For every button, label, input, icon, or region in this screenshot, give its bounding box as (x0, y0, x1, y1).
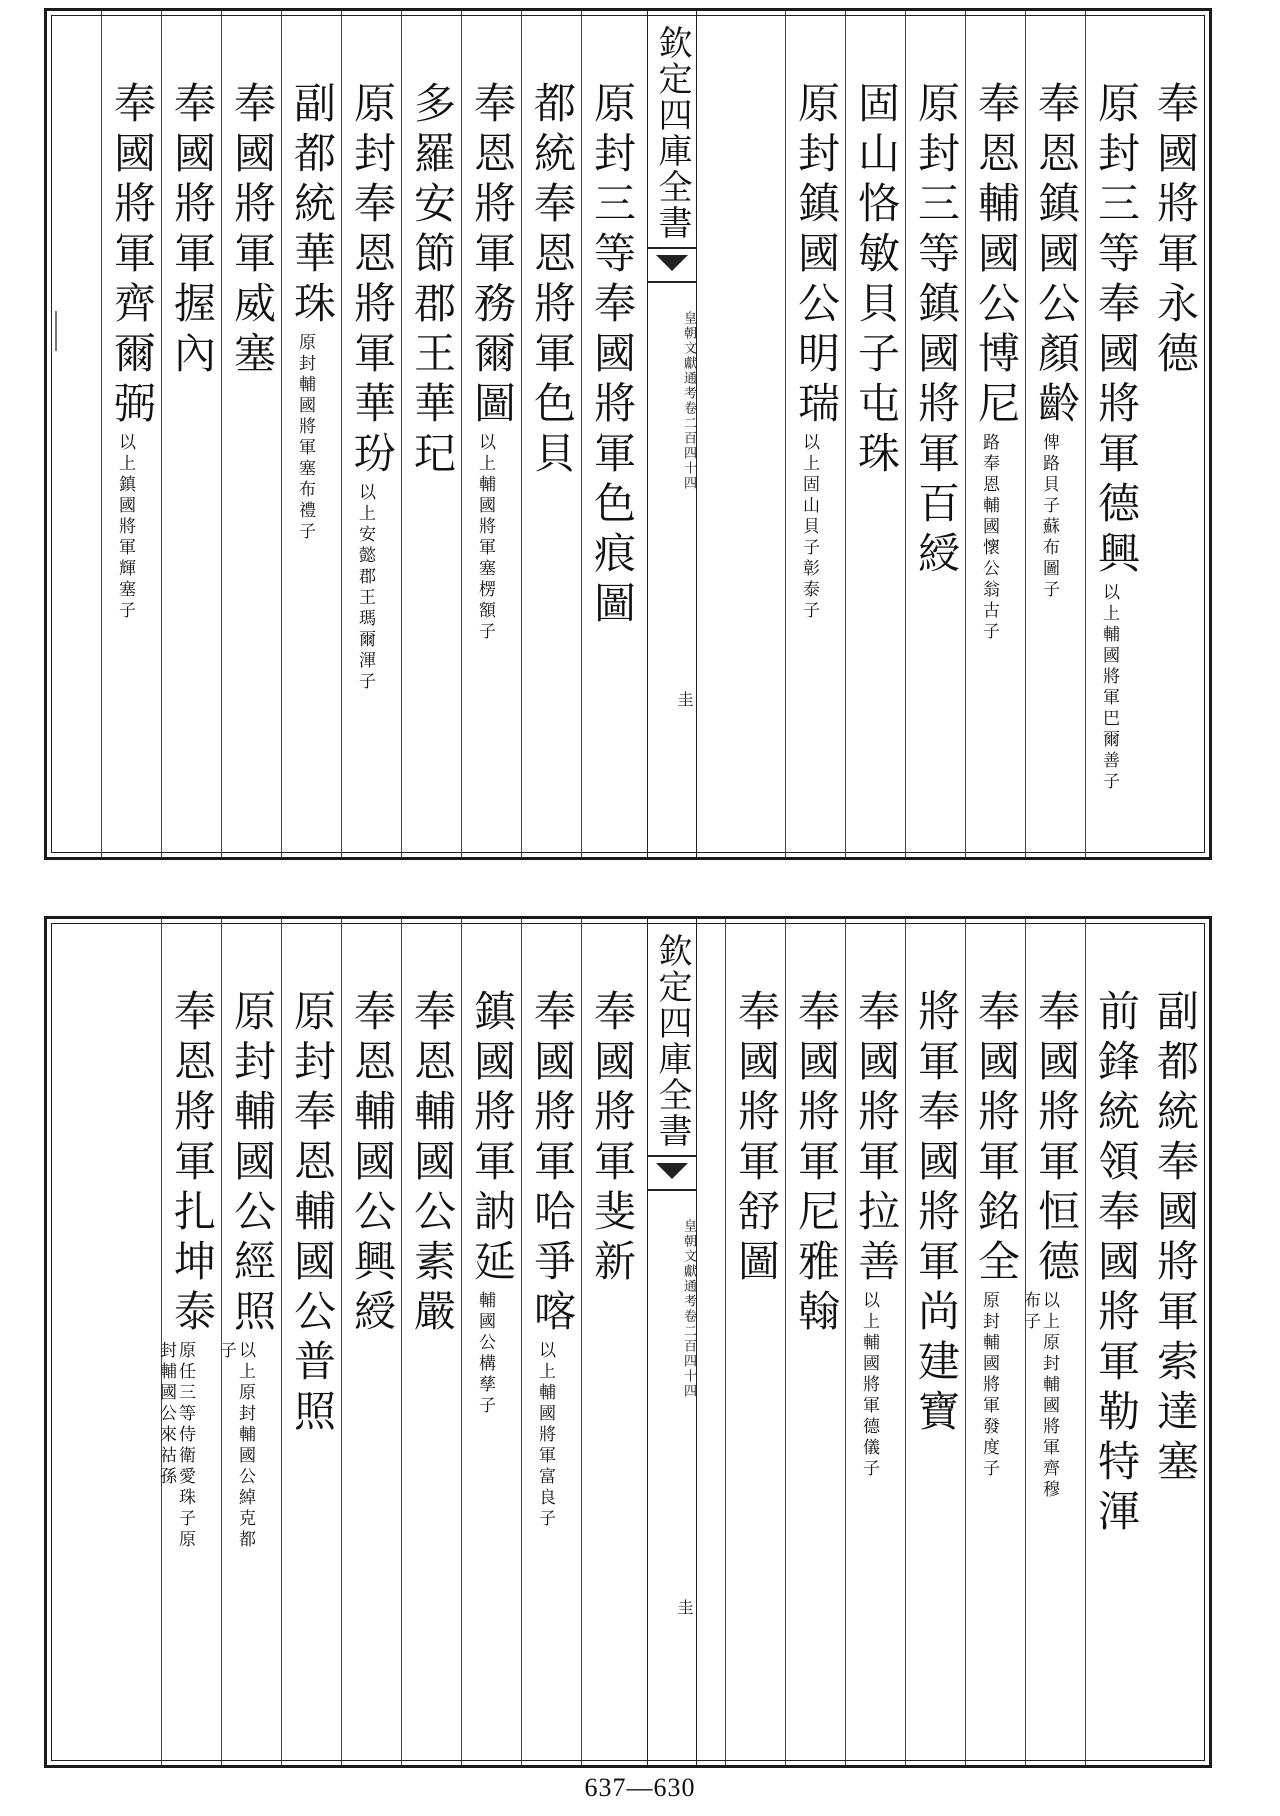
entry-name: 副都統奉國將軍索達塞 (1151, 989, 1200, 1489)
text-column (905, 919, 966, 1765)
entry-name: 奉國將軍威塞 (228, 81, 277, 381)
column-text (908, 81, 964, 811)
column-text (1020, 989, 1084, 1519)
annotation-wrap (966, 431, 1006, 661)
text-column (905, 11, 966, 857)
column-text (524, 989, 580, 1569)
text-column (581, 11, 642, 857)
annotation-wrap (522, 1339, 562, 1569)
entry-name: 奉恩將軍扎坤泰 (168, 989, 217, 1339)
column-text (404, 81, 460, 711)
text-column (1085, 919, 1146, 1765)
column-text (104, 81, 160, 661)
annotation: 俾路貝子蘇布圖子 (1039, 433, 1059, 601)
column-text (164, 81, 220, 611)
book-title: 欽定四庫全書 (652, 25, 692, 241)
entry-name: 奉國將軍恒德 (1032, 989, 1081, 1289)
annotation-wrap (846, 481, 886, 711)
column-text (968, 81, 1024, 661)
text-column (221, 11, 282, 857)
column-text (1088, 81, 1144, 811)
annotation-wrap (906, 581, 946, 811)
entry-name: 奉國將軍斐新 (588, 989, 637, 1289)
entry-name: 奉國將軍舒圖 (732, 989, 781, 1289)
text-column (845, 919, 906, 1765)
annotation-wrap (786, 1339, 826, 1569)
entry-name: 奉國將軍哈爭喀 (528, 989, 577, 1339)
entry-name: 原封奉恩將軍華玢 (348, 81, 397, 481)
text-column (965, 919, 1026, 1765)
annotation-wrap (906, 1439, 946, 1669)
entry-name: 副都統華珠 (288, 81, 337, 331)
column-text (584, 989, 640, 1519)
annotation-wrap (1086, 1539, 1126, 1769)
text-column (461, 919, 522, 1765)
entry-name: 奉恩將軍務爾圖 (468, 81, 517, 431)
annotation-wrap (222, 381, 262, 611)
text-column (965, 11, 1026, 857)
page-number: 637—630 (584, 1773, 696, 1802)
annotation-wrap (582, 1289, 622, 1519)
annotation-wrap (1086, 581, 1126, 811)
annotation-wrap (786, 431, 826, 661)
leaf-number: 圭 (675, 691, 694, 707)
annotation-wrap (462, 1289, 502, 1519)
annotation-wrap (282, 1439, 322, 1669)
column-text (524, 81, 580, 711)
annotation: 路奉恩輔國懷公翁古子 (979, 433, 999, 643)
column-text (156, 989, 220, 1569)
annotation-wrap (1145, 381, 1185, 611)
text-column (521, 919, 582, 1765)
entry-name: 多羅安節郡王華玘 (408, 81, 457, 481)
annotation-wrap (342, 1339, 382, 1569)
entry-name: 奉恩輔國公博尼 (972, 81, 1021, 431)
column-text (1147, 989, 1203, 1719)
text-column (845, 11, 906, 857)
annotation-wrap (582, 631, 622, 861)
text-column (785, 11, 846, 857)
center-strip (647, 11, 697, 857)
column-text (216, 989, 280, 1569)
column-text (848, 81, 904, 711)
annotation-wrap (1145, 1489, 1185, 1719)
entry-name: 固山恪敏貝子屯珠 (852, 81, 901, 481)
text-column (401, 919, 462, 1765)
annotation-wrap (162, 381, 202, 611)
annotation: 以上輔國將軍富良子 (535, 1341, 555, 1530)
entry-name: 奉國將軍銘全 (972, 989, 1021, 1289)
column-text (788, 81, 844, 661)
annotation: 原封輔國將軍塞布禮子 (295, 333, 315, 543)
column-text (224, 81, 280, 611)
fishtail-mark (648, 1155, 696, 1191)
center-strip (647, 919, 697, 1765)
column-text (968, 989, 1024, 1519)
column-text (284, 989, 340, 1669)
column-text (848, 989, 904, 1519)
top-page-frame (44, 8, 1212, 860)
text-column (521, 11, 582, 857)
annotation: 以上原封輔國將軍齊穆布子 (1020, 1291, 1059, 1501)
annotation-wrap (102, 431, 142, 661)
text-column (216, 919, 282, 1765)
text-column (161, 11, 222, 857)
column-text (344, 989, 400, 1569)
annotation: 原任三等侍衛愛珠子原封輔國公來祜孫 (156, 1341, 195, 1551)
text-column (461, 11, 522, 857)
annotation: 以上安懿郡王瑪爾渾子 (355, 483, 375, 693)
text-column (1020, 919, 1086, 1765)
column-text (728, 989, 784, 1519)
column-text (344, 81, 400, 711)
binding-mark (55, 311, 57, 351)
entry-name: 奉國將軍永德 (1151, 81, 1200, 381)
text-column (725, 919, 786, 1765)
annotation-wrap (846, 1289, 886, 1519)
column-text (284, 81, 340, 561)
annotation-wrap (402, 481, 442, 711)
text-column (341, 11, 402, 857)
annotation-wrap (216, 1339, 262, 1569)
entry-name: 奉恩鎮國公顏齡 (1032, 81, 1081, 431)
annotation: 原封輔國將軍發度子 (979, 1291, 999, 1480)
column-text (464, 81, 520, 661)
text-column (1145, 11, 1205, 857)
annotation: 以上鎮國將軍輝塞子 (115, 433, 135, 622)
entry-name: 前鋒統領奉國將軍勒特渾 (1092, 989, 1141, 1539)
annotation-wrap (966, 1289, 1006, 1519)
column-text (404, 989, 460, 1569)
column-text (464, 989, 520, 1519)
annotation: 以上輔國將軍巴爾善子 (1099, 583, 1119, 793)
entry-name: 奉國將軍尼雅翰 (792, 989, 841, 1339)
column-text (1028, 81, 1084, 661)
entry-name: 奉國將軍齊爾弼 (108, 81, 157, 431)
column-text (788, 989, 844, 1569)
book-title: 欽定四庫全書 (652, 933, 692, 1149)
entry-name: 奉恩輔國公素嚴 (408, 989, 457, 1339)
annotation-wrap (462, 431, 502, 661)
column-text (1088, 989, 1144, 1769)
entry-name: 原封鎮國公明瑞 (792, 81, 841, 431)
annotation: 以上輔國將軍德儀子 (859, 1291, 879, 1480)
annotation-wrap (402, 1339, 442, 1569)
source-volume: 皇朝文獻通考卷二百四十四 (681, 311, 696, 491)
text-column (1025, 11, 1086, 857)
entry-name: 原封三等奉國將軍德興 (1092, 81, 1141, 581)
entry-name: 將軍奉國將軍尚建寶 (912, 989, 961, 1439)
text-column (281, 919, 342, 1765)
column-text (908, 989, 964, 1669)
annotation-wrap (1026, 431, 1066, 661)
entry-name: 原封奉恩輔國公普照 (288, 989, 337, 1439)
annotation-wrap (726, 1289, 766, 1519)
column-text (584, 81, 640, 861)
entry-name: 奉恩輔國公興綬 (348, 989, 397, 1339)
text-column (341, 919, 402, 1765)
entry-name: 都統奉恩將軍色貝 (528, 81, 577, 481)
text-column (156, 919, 222, 1765)
text-column (785, 919, 846, 1765)
text-column (401, 11, 462, 857)
source-volume: 皇朝文獻通考卷二百四十四 (681, 1219, 696, 1399)
entry-name: 奉國將軍拉善 (852, 989, 901, 1289)
entry-name: 奉國將軍握內 (168, 81, 217, 381)
fishtail-mark (648, 247, 696, 283)
entry-name: 原封三等鎮國將軍百綬 (912, 81, 961, 581)
annotation-wrap (342, 481, 382, 711)
entry-name: 原封三等奉國將軍色痕圖 (588, 81, 637, 631)
column-text (1147, 81, 1203, 611)
text-column (281, 11, 342, 857)
annotation: 以上固山貝子彰泰子 (799, 433, 819, 622)
leaf-number: 圭 (675, 1599, 694, 1615)
text-column (581, 919, 642, 1765)
annotation: 以上輔國將軍塞楞額子 (475, 433, 495, 643)
annotation: 以上原封輔國公綽克都子 (216, 1341, 255, 1551)
annotation-wrap (156, 1339, 202, 1569)
annotation: 輔國公構孳子 (475, 1291, 495, 1417)
entry-name: 鎮國將軍訥延 (468, 989, 517, 1289)
annotation-wrap (522, 481, 562, 711)
text-column (101, 11, 162, 857)
annotation-wrap (282, 331, 322, 561)
bottom-page-frame (44, 916, 1212, 1768)
text-column (1085, 11, 1146, 857)
annotation-wrap (1020, 1289, 1066, 1519)
entry-name: 原封輔國公經照 (228, 989, 277, 1339)
text-column (1145, 919, 1205, 1765)
